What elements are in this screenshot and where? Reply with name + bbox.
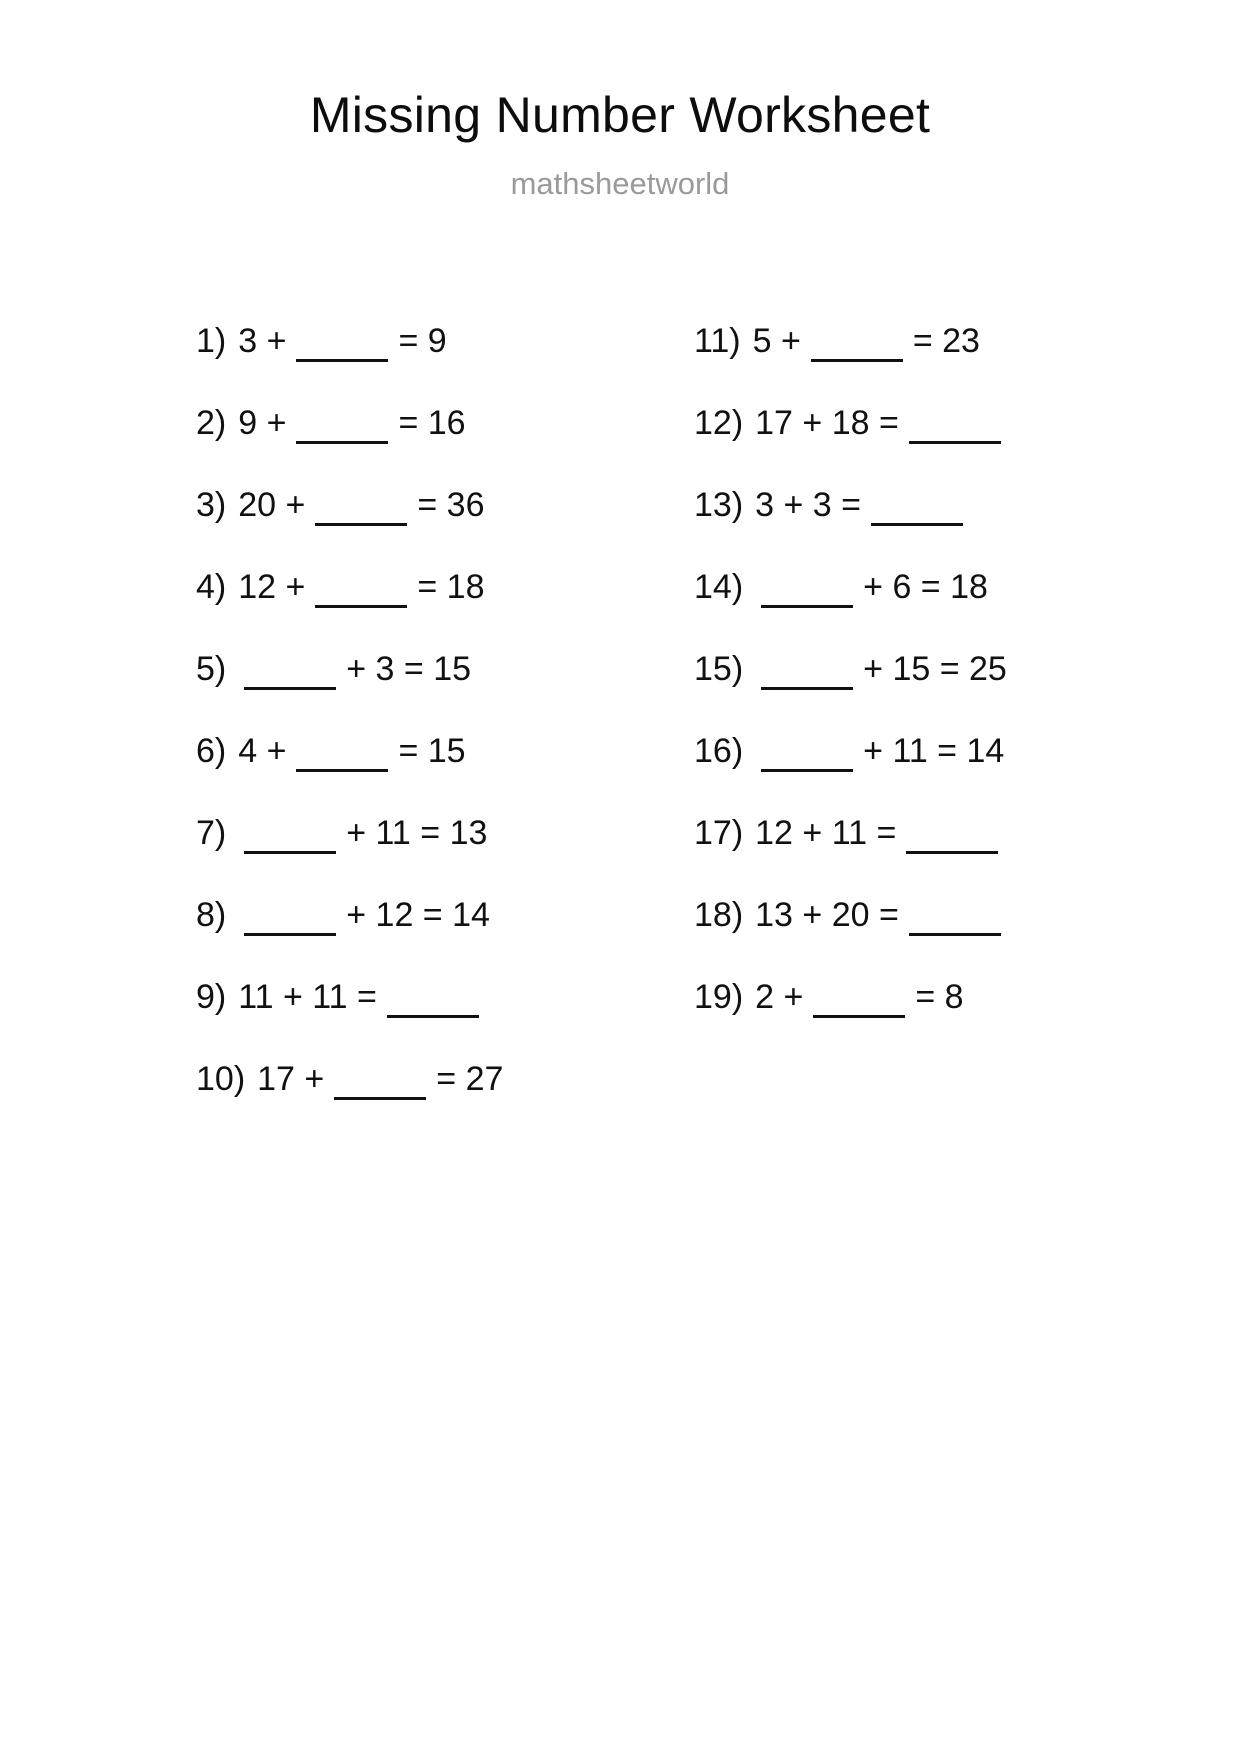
problem-item bbox=[694, 956, 1174, 1038]
problem-item bbox=[196, 628, 656, 710]
problem-number: 11) bbox=[694, 322, 741, 360]
expression-suffix: = 9 bbox=[398, 322, 447, 360]
expression-prefix: 3 + bbox=[238, 322, 287, 360]
expression-prefix: 13 + 20 = bbox=[755, 896, 899, 934]
problem-item bbox=[196, 792, 656, 874]
expression-prefix: 20 + bbox=[238, 486, 306, 524]
expression-suffix: = 16 bbox=[398, 404, 466, 442]
problem-number: 2) bbox=[196, 404, 227, 442]
expression-suffix: + 15 = 25 bbox=[863, 650, 1007, 688]
problem-item bbox=[196, 464, 656, 546]
page-title: Missing Number Worksheet bbox=[309, 87, 931, 143]
problem-number: 4) bbox=[196, 568, 227, 606]
expression-suffix: + 11 = 13 bbox=[346, 814, 488, 852]
answer-blank[interactable] bbox=[296, 743, 388, 772]
answer-blank[interactable] bbox=[909, 907, 1001, 936]
problem-number: 18) bbox=[694, 896, 744, 934]
answer-blank[interactable] bbox=[315, 497, 407, 526]
problem-item bbox=[694, 546, 1174, 628]
expression-suffix: + 3 = 15 bbox=[346, 650, 472, 688]
expression-prefix: 3 + 3 = bbox=[755, 486, 862, 524]
expression-prefix: 4 + bbox=[238, 732, 287, 770]
problem-number: 3) bbox=[196, 486, 227, 524]
problem-item bbox=[694, 300, 1174, 382]
problem-item bbox=[694, 710, 1174, 792]
answer-blank[interactable] bbox=[244, 825, 336, 854]
answer-blank[interactable] bbox=[811, 333, 903, 362]
expression-prefix: 17 + 18 = bbox=[755, 404, 899, 442]
problem-number: 9) bbox=[196, 978, 227, 1016]
problem-item bbox=[196, 1038, 656, 1120]
expression-suffix: + 12 = 14 bbox=[346, 896, 490, 934]
expression-prefix: 5 + bbox=[752, 322, 801, 360]
problem-item bbox=[694, 628, 1174, 710]
problem-number: 6) bbox=[196, 732, 227, 770]
problem-column-right bbox=[694, 300, 1174, 1038]
expression-prefix: 9 + bbox=[238, 404, 287, 442]
problem-number: 17) bbox=[694, 814, 744, 852]
expression-suffix: = 36 bbox=[417, 486, 485, 524]
answer-blank[interactable] bbox=[296, 333, 388, 362]
expression-suffix: + 6 = 18 bbox=[863, 568, 988, 606]
problem-number: 7) bbox=[196, 814, 227, 852]
problem-number: 19) bbox=[694, 978, 744, 1016]
expression-prefix: 17 + bbox=[257, 1060, 325, 1098]
problem-number: 16) bbox=[694, 732, 744, 770]
answer-blank[interactable] bbox=[244, 661, 336, 690]
answer-blank[interactable] bbox=[813, 989, 905, 1018]
page-subtitle: mathsheetworld bbox=[510, 166, 730, 201]
problem-number: 14) bbox=[694, 568, 744, 606]
expression-prefix: 12 + 11 = bbox=[755, 814, 897, 852]
answer-blank[interactable] bbox=[315, 579, 407, 608]
expression-suffix: = 15 bbox=[398, 732, 466, 770]
problem-item bbox=[694, 382, 1174, 464]
problem-item bbox=[196, 382, 656, 464]
expression-suffix: = 23 bbox=[912, 322, 980, 360]
problem-item bbox=[196, 300, 656, 382]
answer-blank[interactable] bbox=[296, 415, 388, 444]
problem-number: 13) bbox=[694, 486, 744, 524]
problem-item bbox=[694, 874, 1174, 956]
problem-item bbox=[196, 710, 656, 792]
answer-blank[interactable] bbox=[909, 415, 1001, 444]
problem-column-left bbox=[196, 300, 656, 1120]
answer-blank[interactable] bbox=[387, 989, 479, 1018]
answer-blank[interactable] bbox=[244, 907, 336, 936]
expression-prefix: 12 + bbox=[238, 568, 306, 606]
problem-number: 10) bbox=[196, 1060, 246, 1098]
problem-item bbox=[196, 956, 656, 1038]
answer-blank[interactable] bbox=[761, 579, 853, 608]
expression-suffix: = 8 bbox=[915, 978, 964, 1016]
problem-item bbox=[196, 546, 656, 628]
problem-item bbox=[694, 464, 1174, 546]
problem-number: 12) bbox=[694, 404, 744, 442]
expression-suffix: + 11 = 14 bbox=[863, 732, 1005, 770]
problem-number: 1) bbox=[196, 322, 227, 360]
answer-blank[interactable] bbox=[761, 743, 853, 772]
answer-blank[interactable] bbox=[906, 825, 998, 854]
problem-item bbox=[694, 792, 1174, 874]
expression-suffix: = 27 bbox=[436, 1060, 504, 1098]
problem-item bbox=[196, 874, 656, 956]
answer-blank[interactable] bbox=[334, 1071, 426, 1100]
answer-blank[interactable] bbox=[761, 661, 853, 690]
expression-prefix: 11 + 11 = bbox=[238, 978, 377, 1016]
expression-prefix: 2 + bbox=[755, 978, 804, 1016]
answer-blank[interactable] bbox=[871, 497, 963, 526]
expression-suffix: = 18 bbox=[417, 568, 485, 606]
problem-columns bbox=[0, 300, 1240, 1120]
problem-number: 15) bbox=[694, 650, 744, 688]
problem-number: 8) bbox=[196, 896, 227, 934]
problem-number: 5) bbox=[196, 650, 227, 688]
